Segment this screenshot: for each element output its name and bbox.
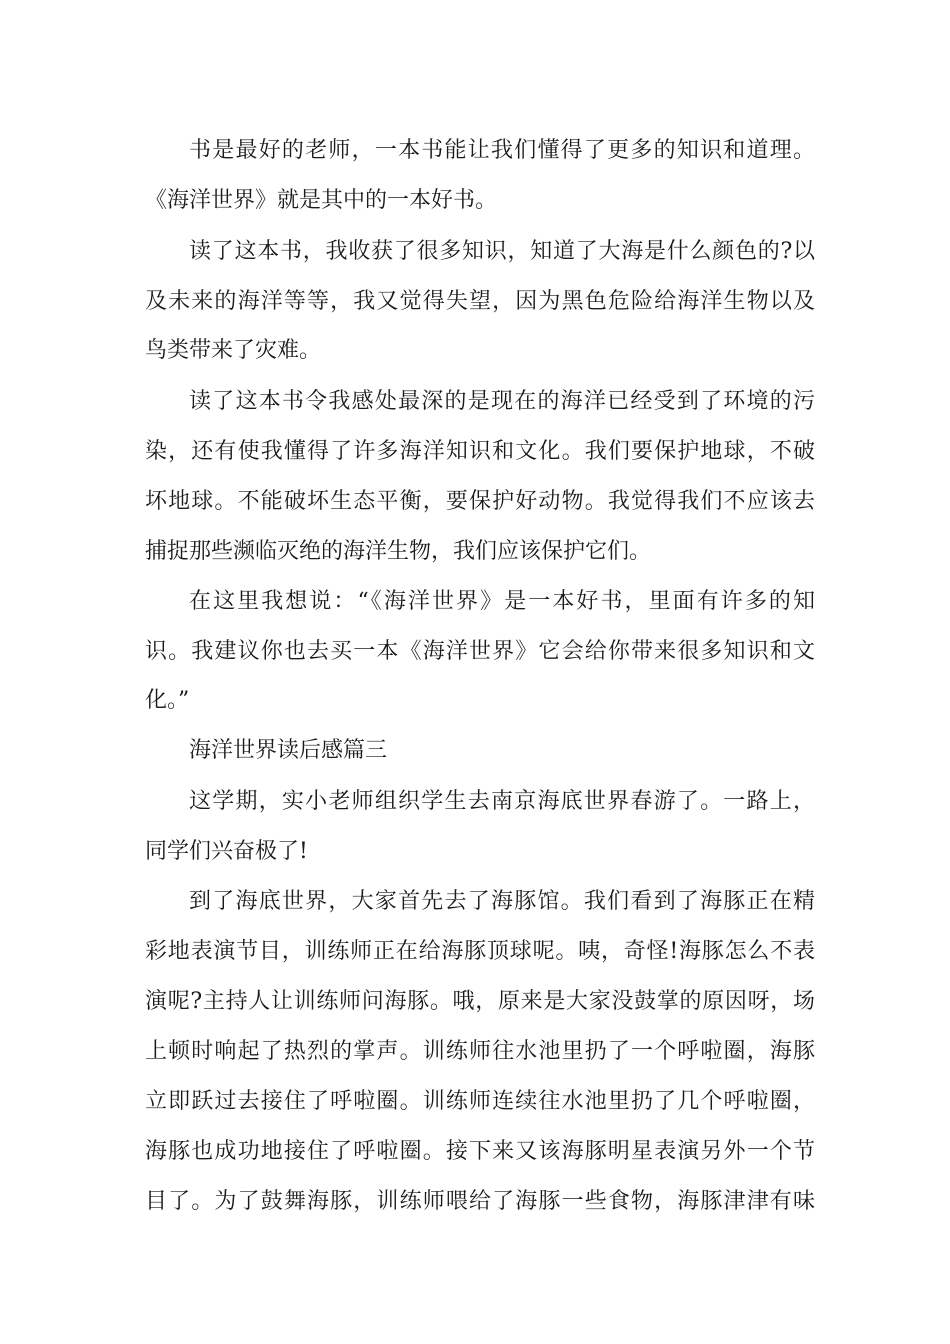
- text-line: 在这里我想说：“《海洋世界》是一本好书，里面有许多的知: [189, 589, 815, 614]
- text-line: 海豚也成功地接住了呼啦圈。接下来又该海豚明星表演另外一个节: [145, 1139, 815, 1164]
- text-line: 读了这本书，我收获了很多知识，知道了大海是什么颜色的?以: [189, 239, 815, 264]
- text-line: 读了这本书令我感处最深的是现在的海洋已经受到了环境的污: [189, 389, 815, 414]
- text-line: 书是最好的老师，一本书能让我们懂得了更多的知识和道理。: [189, 138, 815, 163]
- text-line: 《海洋世界》就是其中的一本好书。: [145, 188, 498, 213]
- text-line: 目了。为了鼓舞海豚，训练师喂给了海豚一些食物，海豚津津有味: [145, 1189, 815, 1214]
- text-line: 及未来的海洋等等，我又觉得失望，因为黑色危险给海洋生物以及: [145, 289, 815, 314]
- text-line: 彩地表演节目，训练师正在给海豚顶球呢。咦，奇怪!海豚怎么不表: [145, 939, 815, 964]
- text-line: 捕捉那些濒临灭绝的海洋生物，我们应该保护它们。: [145, 539, 652, 564]
- text-line: 化。”: [145, 688, 190, 713]
- text-line: 上顿时响起了热烈的掌声。训练师往水池里扔了一个呼啦圈，海豚: [145, 1039, 815, 1064]
- text-line: 立即跃过去接住了呼啦圈。训练师连续往水池里扔了几个呼啦圈，: [145, 1089, 815, 1114]
- text-line: 鸟类带来了灾难。: [145, 338, 322, 363]
- text-line: 到了海底世界，大家首先去了海豚馆。我们看到了海豚正在精: [189, 889, 815, 914]
- text-line: 这学期，实小老师组织学生去南京海底世界春游了。一路上，: [189, 789, 815, 814]
- text-line: 演呢?主持人让训练师问海豚。哦，原来是大家没鼓掌的原因呀，场: [145, 989, 815, 1014]
- text-line: 坏地球。不能破坏生态平衡，要保护好动物。我觉得我们不应该去: [145, 489, 815, 514]
- text-line: 同学们兴奋极了!: [145, 839, 308, 864]
- text-line: 染，还有使我懂得了许多海洋知识和文化。我们要保护地球，不破: [145, 439, 815, 464]
- section-heading: 海洋世界读后感篇三: [189, 738, 388, 763]
- text-line: 识。我建议你也去买一本《海洋世界》它会给你带来很多知识和文: [145, 639, 815, 664]
